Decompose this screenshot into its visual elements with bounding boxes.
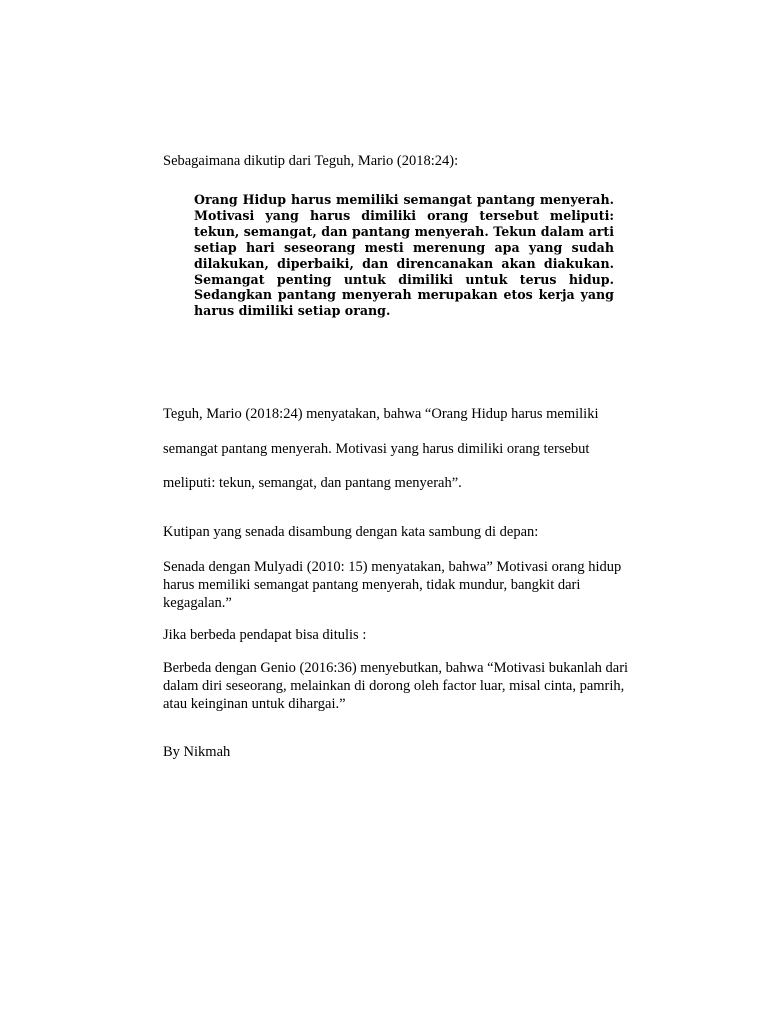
block-quote: Orang Hidup harus memiliki semangat pantang menyerah. Motivasi yang harus dimiliki orang tersebut meliputi: tekun, semangat, dan pantang menyerah. Tekun dalam arti setiap hari seseorang mesti merenung apa yang sudah dilakukan, diperbaiki, dan direncanakan akan diakukan. Semangat penting untuk dimiliki untuk terus hidup. Sedangkan pantang menyerah merupakan etos kerja yang harus dimiliki setiap orang. (194, 192, 614, 319)
senada-paragraph: Senada dengan Mulyadi (2010: 15) menyatakan, bahwa” Motivasi orang hidup harus memiliki semangat pantang menyerah, tidak mundur, bangkit dari kegagalan.” (163, 559, 622, 611)
berbeda-intro: Jika berbeda pendapat bisa ditulis : (163, 627, 367, 643)
berbeda-paragraph: Berbeda dengan Genio (2016:36) menyebutkan, bahwa “Motivasi bukanlah dari dalam diri seseorang, melainkan di dorong oleh factor luar, misal cinta, pamrih, atau keinginan untuk dihargai.” (163, 660, 629, 712)
paraphrase-line-2: semangat pantang menyerah. Motivasi yang harus dimiliki orang tersebut (163, 441, 590, 457)
connector-intro: Kutipan yang senada disambung dengan kata sambung di depan: (163, 524, 539, 540)
author-signature: By Nikmah (163, 744, 231, 760)
paraphrase-line-3: meliputi: tekun, semangat, dan pantang menyerah”. (163, 475, 462, 491)
intro-line: Sebagaimana dikutip dari Teguh, Mario (2018:24): (163, 153, 459, 169)
paraphrase-line-1: Teguh, Mario (2018:24) menyatakan, bahwa “Orang Hidup harus memiliki (163, 406, 599, 422)
